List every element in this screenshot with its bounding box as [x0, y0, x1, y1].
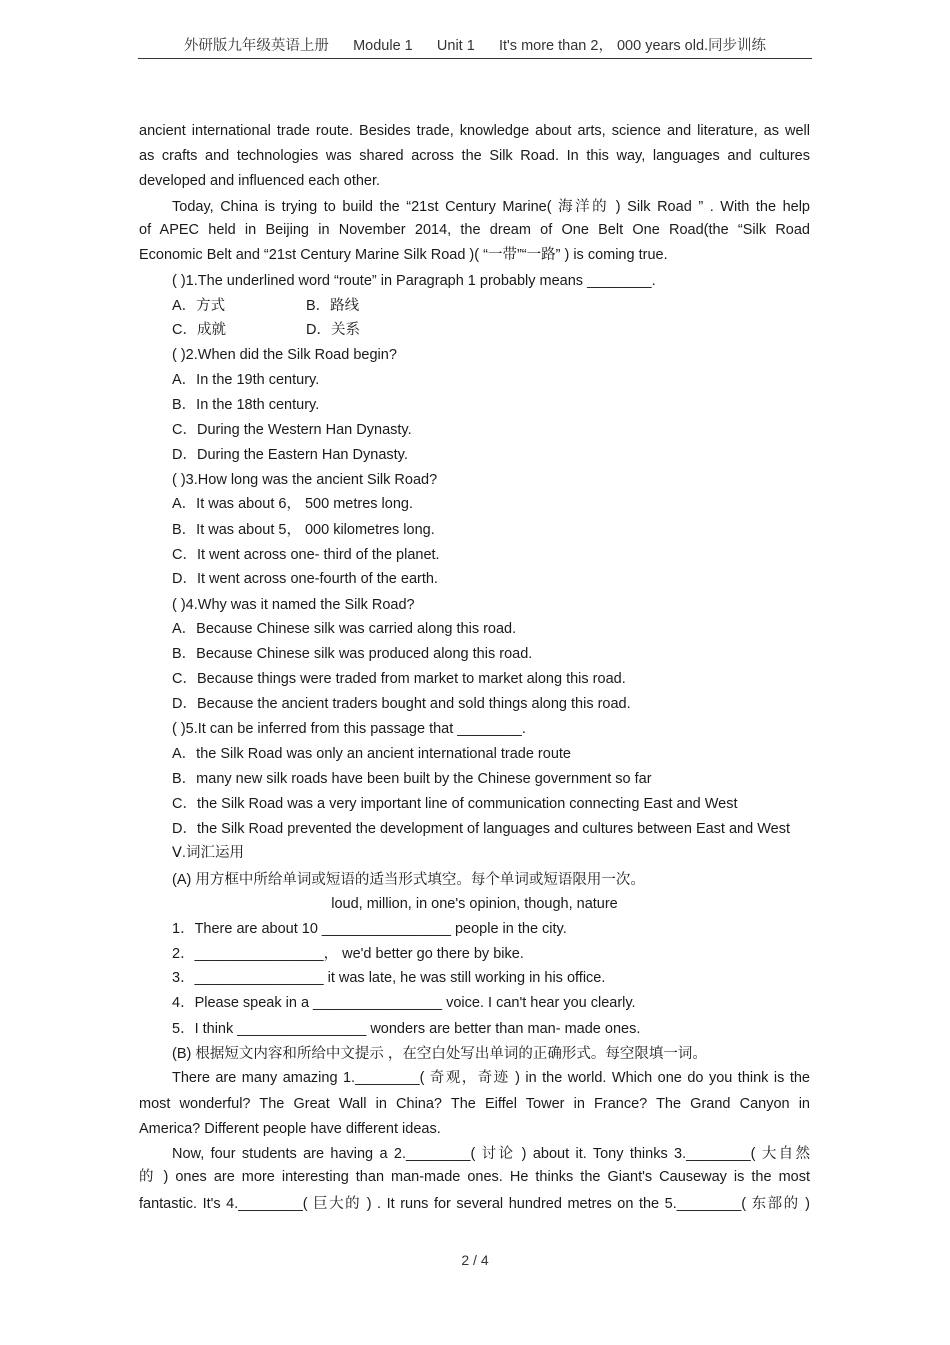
- option: A．方式: [172, 298, 226, 314]
- option: C．Because things were traded from market to market along this road.: [172, 671, 626, 687]
- passage-line: ancient international trade route. Besides trade, knowledge about arts, science and literature, as well: [139, 123, 810, 139]
- option: C．成就: [172, 322, 226, 338]
- passage-line: Today, China is trying to build the “21st Century Marine( 海洋的 ) Silk Road ” . With the help: [172, 199, 810, 215]
- option: D．During the Eastern Han Dynasty.: [172, 447, 408, 463]
- passage-line: of APEC held in Beijing in November 2014, the dream of One Belt One Road(the “Silk Road: [139, 222, 810, 238]
- cloze-line: most wonderful? The Great Wall in China? The Eiffel Tower in France? The Grand Canyon in: [139, 1096, 810, 1112]
- question-stem: ( )1.The underlined word “route” in Paragraph 1 probably means ________.: [172, 273, 656, 289]
- option: A．It was about 6， 500 metres long.: [172, 496, 413, 512]
- section-title: Ⅴ.词汇运用: [172, 845, 244, 861]
- fill-item: 1．There are about 10 ________________ people in the city.: [172, 921, 567, 937]
- cloze-line: fantastic. It's 4.________( 巨大的 ) . It runs for several hundred metres on the 5.________( 东部的 ): [139, 1196, 810, 1212]
- word-box: loud, million, in one's opinion, though, nature: [331, 896, 618, 912]
- fill-item: 3．________________ it was late, he was still working in his office.: [172, 970, 606, 986]
- option: B．路线: [306, 298, 360, 314]
- option: D．关系: [306, 322, 360, 338]
- option: D．It went across one-fourth of the earth.: [172, 571, 438, 587]
- fill-item: 2．________________， we'd better go there by bike.: [172, 946, 524, 962]
- cloze-line: Now, four students are having a 2.________( 讨论 ) about it. Tony thinks 3.________( 大自然: [172, 1146, 810, 1162]
- option: C．It went across one- third of the planet.: [172, 547, 440, 563]
- cloze-line: There are many amazing 1.________( 奇观，奇迹 ) in the world. Which one do you think is the: [172, 1070, 810, 1086]
- part-b-instruction: (B) 根据短文内容和所给中文提示 ，在空白处写出单词的正确形式。每空限填一词。: [172, 1046, 707, 1062]
- option: D．Because the ancient traders bought and sold things along this road.: [172, 696, 631, 712]
- page-number: 2 / 4: [461, 1252, 489, 1268]
- question-stem: ( )5.It can be inferred from this passage that ________.: [172, 721, 526, 737]
- option: C．the Silk Road was a very important line of communication connecting East and West: [172, 796, 738, 812]
- fill-item: 5．I think ________________ wonders are better than man- made ones.: [172, 1021, 641, 1037]
- cloze-line: 的 ) ones are more interesting than man-made ones. He thinks the Giant's Causeway is the most: [139, 1169, 810, 1185]
- option: B．many new silk roads have been built by the Chinese government so far: [172, 771, 652, 787]
- page-header: 外研版九年级英语上册 Module 1 Unit 1 It's more than 2， 000 years old.同步训练: [138, 34, 812, 59]
- passage-line: as crafts and technologies was shared across the Silk Road. In this way, languages and cultures: [139, 148, 810, 164]
- passage-line: developed and influenced each other.: [139, 173, 381, 189]
- question-stem: ( )4.Why was it named the Silk Road?: [172, 597, 415, 613]
- fill-item: 4．Please speak in a ________________ voice. I can't hear you clearly.: [172, 995, 636, 1011]
- option: A．In the 19th century.: [172, 372, 320, 388]
- option: C．During the Western Han Dynasty.: [172, 422, 412, 438]
- part-a-instruction: (A) 用方框中所给单词或短语的适当形式填空。每个单词或短语限用一次。: [172, 872, 645, 888]
- option: B．Because Chinese silk was produced along this road.: [172, 646, 533, 662]
- option: B．It was about 5， 000 kilometres long.: [172, 522, 435, 538]
- passage-line: Economic Belt and “21st Century Marine Silk Road )( “一带”“一路” ) is coming true.: [139, 247, 668, 263]
- option: D．the Silk Road prevented the development of languages and cultures between East and West: [172, 821, 790, 837]
- question-stem: ( )3.How long was the ancient Silk Road?: [172, 472, 438, 488]
- cloze-line: America? Different people have different ideas.: [139, 1121, 441, 1137]
- option: A．Because Chinese silk was carried along this road.: [172, 621, 517, 637]
- option: A．the Silk Road was only an ancient international trade route: [172, 746, 571, 762]
- option: B．In the 18th century.: [172, 397, 320, 413]
- question-stem: ( )2.When did the Silk Road begin?: [172, 347, 397, 363]
